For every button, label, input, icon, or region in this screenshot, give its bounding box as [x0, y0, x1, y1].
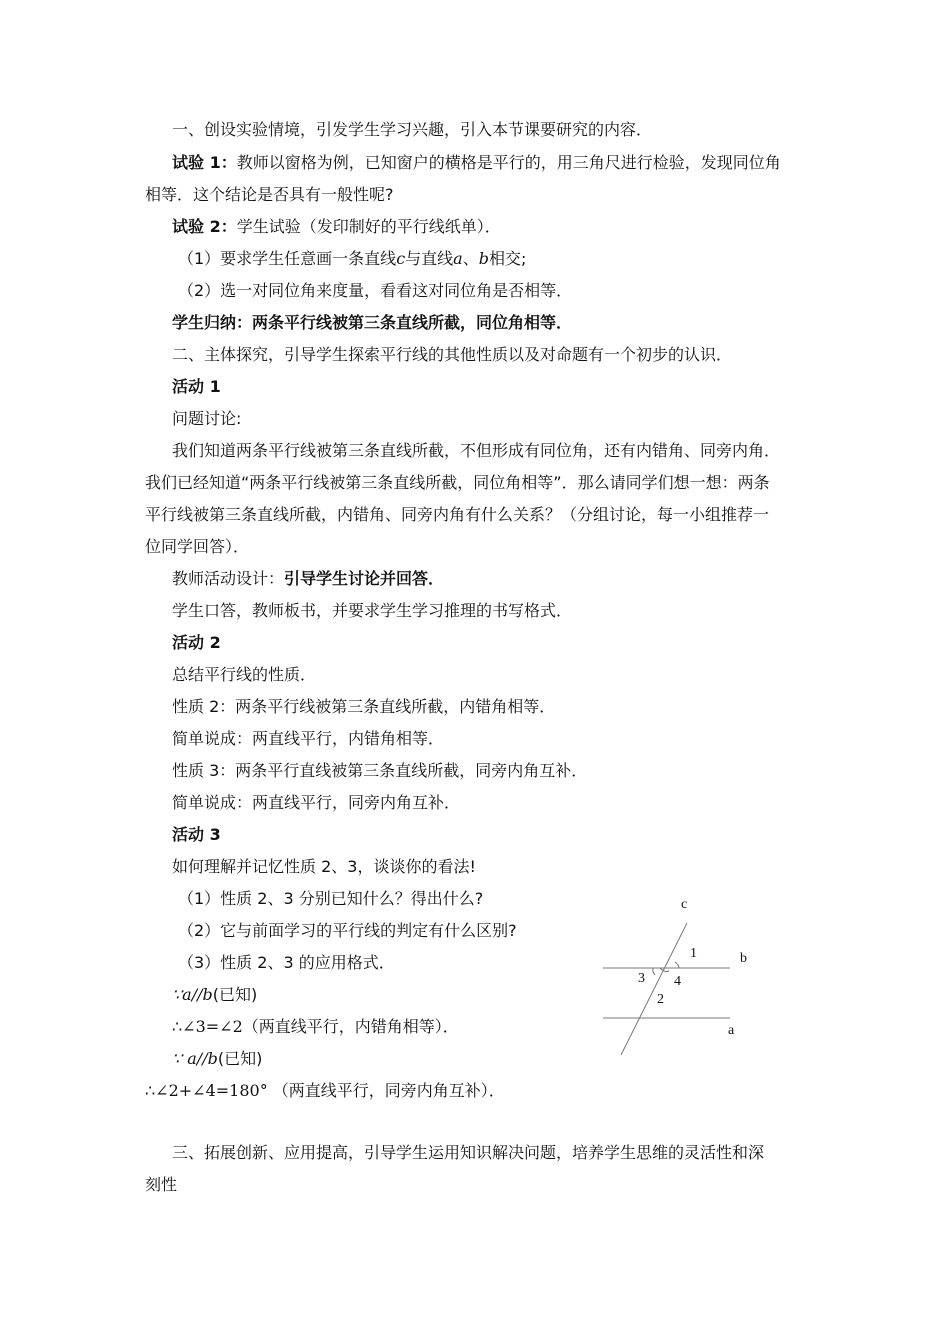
proof4-reason: （两直线平行，同旁内角互补）．: [272, 1081, 505, 1100]
experiment1-text-cont: 相等．这个结论是否具有一般性呢?: [145, 185, 394, 204]
proof2-math: ∴∠3=∠2: [172, 1017, 243, 1036]
activity1-heading: 活动 1: [172, 377, 221, 396]
summary-properties: 总结平行线的性质．: [172, 665, 317, 684]
var-c: c: [396, 249, 406, 268]
step1: [178, 249, 843, 269]
property3: 性质 3：两条平行直线被第三条直线所截，同旁内角互补．: [172, 761, 588, 780]
section3-line2: 刻性: [145, 1175, 178, 1194]
experiment1-text: 教师以窗格为例，已知窗户的横格是平行的，用三角尺进行检验，发现同位角: [236, 153, 781, 172]
var-b: b: [478, 249, 489, 268]
line-c: [621, 923, 687, 1055]
proof4-math: ∴∠2+∠4=180°: [145, 1081, 268, 1100]
property2-short: 简单说成：两直线平行，内错角相等．: [172, 729, 445, 748]
label-a: a: [728, 1022, 735, 1038]
var-a: a: [453, 249, 463, 268]
question3: （3）性质 2、3 的应用格式．: [178, 953, 395, 972]
discussion-para-line4: 位同学回答）．: [145, 537, 250, 556]
design-label: 教师活动设计：: [172, 569, 285, 588]
section2-intro: 二、主体探究，引导学生探索平行线的其他性质以及对命题有一个初步的认识．: [172, 345, 733, 364]
activity2-heading: 活动 2: [172, 633, 221, 652]
angle3-arc: [653, 968, 655, 975]
angle4-label: 4: [674, 973, 681, 989]
angle3-label: 3: [638, 970, 645, 986]
angle1-arc: [675, 962, 679, 968]
discussion-para-line2: 我们已经知道“两条平行线被第三条直线所截，同位角相等”．那么请同学们想一想：两条: [145, 473, 770, 492]
section1-intro: 一、创设实验情境，引发学生学习兴趣，引入本节课要研究的内容．: [172, 120, 653, 139]
proof-line4: [145, 1081, 810, 1101]
experiment1-label: 试验 1：: [172, 153, 237, 172]
question2: （2）它与前面学习的平行线的判定有什么区别?: [178, 921, 517, 940]
angle2-label: 2: [657, 991, 664, 1007]
step2: （2）选一对同位角来度量，看看这对同位角是否相等．: [178, 281, 573, 300]
experiment2-text: 学生试验（发印制好的平行线纸单）．: [236, 217, 501, 236]
question1: （1）性质 2、3 分别已知什么？得出什么?: [178, 889, 484, 908]
angle1-label: 1: [690, 945, 697, 961]
property3-short: 简单说成：两直线平行，同旁内角互补．: [172, 793, 461, 812]
activity3-question: 如何理解并记忆性质 2、3，谈谈你的看法!: [172, 857, 476, 876]
label-c: c: [681, 896, 688, 912]
activity3-heading: 活动 3: [172, 825, 221, 844]
discussion-para-line3: 平行线被第三条直线所截，内错角、同旁内角有什么关系？（分组讨论，每一小组推荐一: [145, 505, 770, 524]
step1-text-c: 、: [462, 249, 479, 268]
step1-text-d: 相交;: [488, 249, 527, 268]
discussion-title: 问题讨论:: [172, 409, 242, 428]
oral-answer: 学生口答，教师板书，并要求学生学习推理的书写格式．: [172, 601, 573, 620]
experiment2-paragraph: [172, 217, 837, 237]
property2: 性质 2：两条平行线被第三条直线所截，内错角相等．: [172, 697, 556, 716]
design-text: 引导学生讨论并回答．: [284, 569, 445, 588]
proof3-math: ∵ a//b: [172, 1049, 218, 1068]
parallel-lines-diagram: [595, 895, 765, 1060]
discussion-para-line1: 我们知道两条平行线被第三条直线所截，不但形成有同位角，还有内错角、同旁内角．: [172, 441, 781, 460]
proof1-math: ∵a//b: [172, 985, 213, 1004]
proof1-reason: (已知): [212, 985, 258, 1004]
proof2-reason: （两直线平行，内错角相等）．: [242, 1017, 459, 1036]
proof3-reason: (已知): [217, 1049, 263, 1068]
step1-text-b: 与直线: [405, 249, 454, 268]
section3-line1: 三、拓展创新、应用提高，引导学生运用知识解决问题，培养学生思维的灵活性和深: [172, 1143, 765, 1162]
student-summary: 学生归纳：两条平行线被第三条直线所截，同位角相等．: [172, 313, 573, 332]
teacher-design: [172, 569, 837, 589]
experiment2-label: 试验 2：: [172, 217, 237, 236]
step1-text-a: （1）要求学生任意画一条直线: [178, 249, 397, 268]
experiment1-paragraph: [172, 153, 837, 173]
label-b: b: [740, 950, 747, 966]
